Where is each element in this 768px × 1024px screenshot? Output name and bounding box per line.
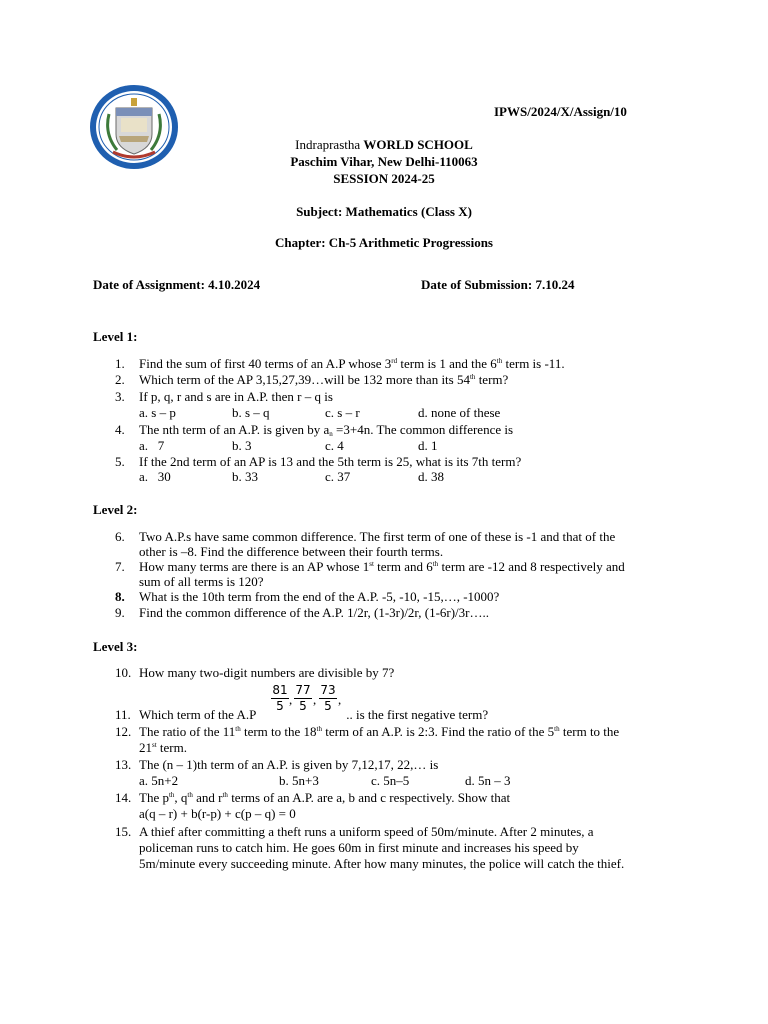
session: SESSION 2024-25 xyxy=(333,171,435,186)
school-name xyxy=(0,137,768,153)
question-number: 5. xyxy=(115,454,125,469)
option-a: a. 7 xyxy=(139,438,165,453)
fraction-separator: , xyxy=(289,692,293,707)
level-3-heading: Level 3: xyxy=(93,639,138,654)
question-3 xyxy=(115,389,685,421)
question-9 xyxy=(115,605,685,621)
question-12 xyxy=(115,724,685,756)
option-d: d. 5n – 3 xyxy=(465,773,511,788)
question-number: 13. xyxy=(115,757,132,772)
question-text-line-1: Two A.P.s have same common difference. The first term of one of these is -1 and that of the xyxy=(139,529,616,544)
question-text-line-1: A thief after committing a theft runs a uniform speed of 50m/minute. After 2 minutes, a xyxy=(139,824,594,839)
question-5 xyxy=(115,454,685,486)
question-text-line-2: other is –8. Find the difference between their fourth terms. xyxy=(139,544,444,559)
question-text: How many two-digit numbers are divisible by 7? xyxy=(139,665,395,680)
question-text-line-2: sum of all terms is 120? xyxy=(139,574,264,589)
question-text: Which term of the AP 3,15,27,39…will be 132 more than its 54th term? xyxy=(139,372,509,387)
option-b: b. 5n+3 xyxy=(279,773,319,788)
level-1-heading: Level 1: xyxy=(93,329,138,344)
question-number: 11. xyxy=(115,707,131,722)
question-text-line-2: a(q – r) + b(r-p) + c(p – q) = 0 xyxy=(139,806,296,821)
question-text-start: Which term of the A.P xyxy=(139,707,257,722)
question-text-line-1: The $p^{th}$, $q^{th}$ and $r^{th}$ terms of an A.P. are a, b and c respectively. Show that xyxy=(139,790,511,805)
date-of-submission: Date of Submission: 7.10.24 xyxy=(421,277,575,292)
question-2 xyxy=(115,372,685,388)
question-text-line-2: 21st term. xyxy=(139,740,187,755)
fraction-separator: , xyxy=(338,692,342,707)
option-d: d. none of these xyxy=(418,405,501,420)
question-11 xyxy=(115,707,685,723)
option-c: c. s – r xyxy=(325,405,360,420)
option-b: b. 33 xyxy=(232,469,258,484)
question-text: The (n – 1)th term of an A.P. is given by 7,12,17, 22,… is xyxy=(139,757,439,772)
question-number: 1. xyxy=(115,356,125,371)
question-text: What is the 10th term from the end of the A.P. -5, -10, -15,…, -1000? xyxy=(139,589,500,604)
school-name-main: WORLD SCHOOL xyxy=(363,137,473,152)
question-8 xyxy=(115,589,685,605)
school-address: Paschim Vihar, New Delhi-110063 xyxy=(290,154,478,169)
option-a: a. 30 xyxy=(139,469,171,484)
question-number: 3. xyxy=(115,389,125,404)
fraction-2: $\frac{77}{5}$ xyxy=(295,683,311,713)
question-10 xyxy=(115,665,685,681)
school-name-prefix: Indraprastha xyxy=(295,137,361,152)
question-text: If the 2nd term of an AP is 13 and the 5th term is 25, what is its 7th term? xyxy=(139,454,522,469)
fraction-1: $\frac{81}{5}$ xyxy=(272,683,288,713)
question-14 xyxy=(115,790,685,822)
question-number: 6. xyxy=(115,529,125,544)
question-number: 2. xyxy=(115,372,125,387)
option-c: c. 4 xyxy=(325,438,344,453)
question-15 xyxy=(115,824,685,872)
question-text: Find the sum of first 40 terms of an A.P whose 3rd term is 1 and the 6th term is -11. xyxy=(139,356,565,371)
question-text-line-2: policeman runs to catch him. He goes 60m in first minute and increases his speed by xyxy=(139,840,579,855)
question-text: Find the common difference of the A.P. 1/2r, (1-3r)/2r, (1-6r)/3r….. xyxy=(139,605,489,620)
question-13 xyxy=(115,757,685,789)
question-number: 14. xyxy=(115,790,132,805)
option-a: a. s – p xyxy=(139,405,176,420)
level-2-heading: Level 2: xyxy=(93,502,138,517)
option-b: b. 3 xyxy=(232,438,252,453)
question-number: 10. xyxy=(115,665,132,680)
question-number: 4. xyxy=(115,422,125,437)
fraction-3: $\frac{73}{5}$ xyxy=(320,683,336,713)
question-text-line-3: 5m/minute every succeeding minute. After how many minutes, the police will catch the thief. xyxy=(139,856,625,871)
question-number: 15. xyxy=(115,824,132,839)
subject: Subject: Mathematics (Class X) xyxy=(296,204,472,219)
question-text-end: .. is the first negative term? xyxy=(343,707,489,722)
chapter: Chapter: Ch-5 Arithmetic Progressions xyxy=(275,235,493,250)
question-text-line-1: How many terms are there is an AP whose 1st term and 6th term are -12 and 8 respectively and xyxy=(139,559,625,574)
option-c: c. 37 xyxy=(325,469,351,484)
option-c: c. 5n–5 xyxy=(371,773,410,788)
option-a: a. 5n+2 xyxy=(139,773,179,788)
assignment-code: IPWS/2024/X/Assign/10 xyxy=(494,104,627,119)
question-text-line-1: The ratio of the 11th term to the 18th term of an A.P. is 2:3. Find the ratio of the 5th term to the xyxy=(139,724,620,739)
option-b: b. s – q xyxy=(232,405,270,420)
question-number: 9. xyxy=(115,605,125,620)
question-7 xyxy=(115,559,685,591)
question-6 xyxy=(115,529,685,561)
question-number: 12. xyxy=(115,724,132,739)
option-d: d. 38 xyxy=(418,469,444,484)
option-d: d. 1 xyxy=(418,438,438,453)
fraction-separator: , xyxy=(313,692,317,707)
question-text: If p, q, r and s are in A.P. then r – q is xyxy=(139,389,333,404)
question-1 xyxy=(115,356,685,372)
question-number: 8. xyxy=(115,589,125,604)
question-4 xyxy=(115,422,685,454)
question-text: The nth term of an A.P. is given by $a_n =3+4n$. The common difference is xyxy=(139,422,514,438)
date-of-assignment: Date of Assignment: 4.10.2024 xyxy=(93,277,261,292)
question-number: 7. xyxy=(115,559,125,574)
